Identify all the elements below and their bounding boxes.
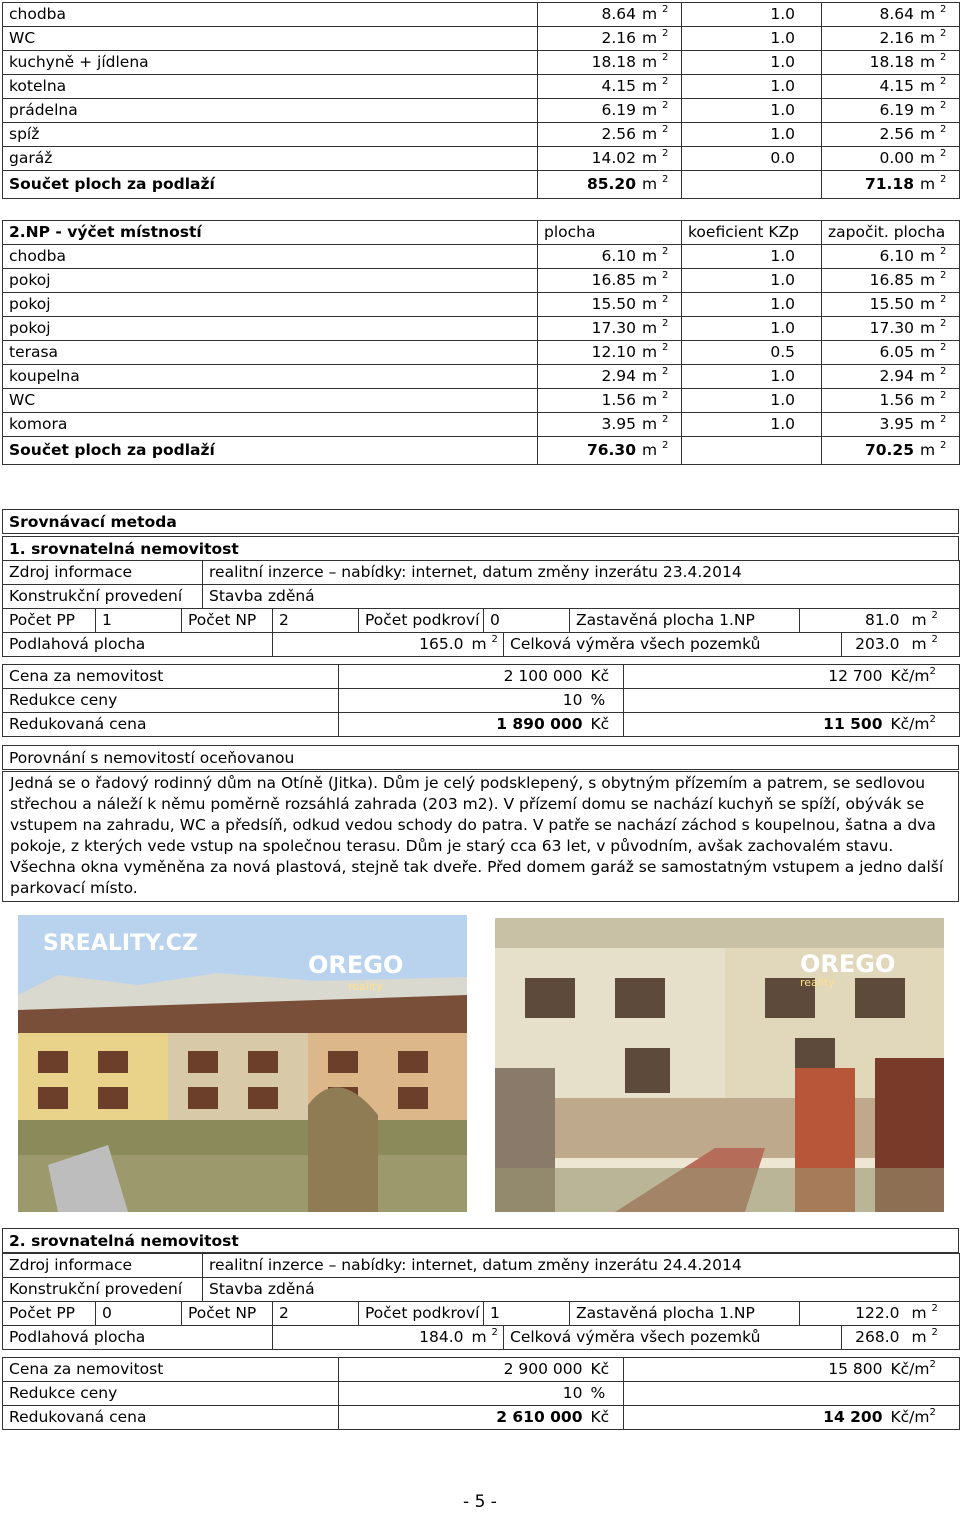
room-area-unit: m $^2$ xyxy=(642,342,669,361)
room-area: 1.56 xyxy=(601,391,636,409)
room-area-cell xyxy=(538,245,682,269)
price-m2-unit: $Kč/m^2$ xyxy=(889,665,960,689)
property1-photo-left xyxy=(18,915,467,1212)
room-area: 6.10 xyxy=(601,247,636,265)
room-area: 2.16 xyxy=(601,29,636,47)
reduced-unit: Kč xyxy=(589,713,624,737)
room-counted-unit: m $^2$ xyxy=(920,366,947,385)
room-counted-cell xyxy=(822,3,960,27)
property1-price xyxy=(2,664,960,737)
construction-value: Stavba zděná xyxy=(203,585,960,609)
room-name: kuchyně + jídlena xyxy=(3,51,538,75)
room-area-unit: m $^2$ xyxy=(642,124,669,143)
room-coef: 0.0 xyxy=(682,147,822,171)
sum-area-unit: m $^2$ xyxy=(642,174,669,193)
room-name: garáž xyxy=(3,147,538,171)
reduction-empty xyxy=(624,689,960,713)
sum-counted-unit: m $^2$ xyxy=(920,440,947,459)
sum-counted: 71.18 xyxy=(864,175,914,193)
attic-value: 1 xyxy=(484,1302,570,1326)
price-unit: Kč xyxy=(589,665,624,689)
price-unit: Kč xyxy=(589,1358,624,1382)
room-area-cell xyxy=(538,147,682,171)
property1-photo-right xyxy=(495,918,944,1212)
reduced-value: 1 890 000 xyxy=(339,713,589,737)
sum-label: Součet ploch za podlaží xyxy=(3,437,538,465)
price-m2-unit: $Kč/m^2$ xyxy=(889,1358,960,1382)
attic-label: Počet podkroví xyxy=(359,609,484,633)
room-counted-unit: m $^2$ xyxy=(920,52,947,71)
room-area: 3.95 xyxy=(601,415,636,433)
room-counted: 3.95 xyxy=(879,415,914,433)
room-area: 15.50 xyxy=(591,295,636,313)
land-value: 268.0 xyxy=(842,1326,906,1350)
table-row xyxy=(3,75,960,99)
table-row xyxy=(3,27,960,51)
property2-areas xyxy=(2,1325,960,1350)
room-counted-unit: m $^2$ xyxy=(920,100,947,119)
room-counted-unit: m $^2$ xyxy=(920,76,947,95)
room-area-unit: m $^2$ xyxy=(642,414,669,433)
room-name: pokoj xyxy=(3,269,538,293)
room-counted: 6.05 xyxy=(879,343,914,361)
header-counted: započit. plocha xyxy=(822,221,960,245)
sum-counted-unit: m $^2$ xyxy=(920,174,947,193)
svg-text:OREGO: OREGO xyxy=(308,951,404,979)
room-coef: 1.0 xyxy=(682,3,822,27)
room-coef: 1.0 xyxy=(682,27,822,51)
sum-coef-empty xyxy=(682,171,822,199)
room-name: WC xyxy=(3,389,538,413)
room-area: 16.85 xyxy=(591,271,636,289)
reduction-unit: % xyxy=(589,689,624,713)
room-counted-cell xyxy=(822,51,960,75)
room-counted: 1.56 xyxy=(879,391,914,409)
floor-area-unit: m $^2$ xyxy=(470,633,504,657)
room-counted-unit: m $^2$ xyxy=(920,4,947,23)
room-name: prádelna xyxy=(3,99,538,123)
table-row xyxy=(3,3,960,27)
room-coef: 1.0 xyxy=(682,269,822,293)
room-name: chodba xyxy=(3,3,538,27)
floor1-table xyxy=(2,2,960,199)
room-counted-unit: m $^2$ xyxy=(920,246,947,265)
room-counted-unit: m $^2$ xyxy=(920,294,947,313)
source-value: realitní inzerce – nabídky: internet, datum změny inzerátu 23.4.2014 xyxy=(203,561,960,585)
land-unit: m $^2$ xyxy=(906,633,960,657)
room-area: 8.64 xyxy=(601,5,636,23)
table-row xyxy=(3,317,960,341)
table-row xyxy=(3,413,960,437)
construction-label: Konstrukční provedení xyxy=(3,1278,203,1302)
reduction-empty xyxy=(624,1382,960,1406)
room-counted-cell xyxy=(822,365,960,389)
room-coef: 0.5 xyxy=(682,341,822,365)
attic-label: Počet podkroví xyxy=(359,1302,484,1326)
room-area-unit: m $^2$ xyxy=(642,390,669,409)
room-counted: 2.56 xyxy=(879,125,914,143)
price-value: 2 900 000 xyxy=(339,1358,589,1382)
reduction-label: Redukce ceny xyxy=(3,1382,339,1406)
attic-value: 0 xyxy=(484,609,570,633)
room-area: 6.19 xyxy=(601,101,636,119)
room-name: koupelna xyxy=(3,365,538,389)
header-area: plocha xyxy=(538,221,682,245)
property1-title: 1. srovnatelná nemovitost xyxy=(2,536,959,561)
price-label: Cena za nemovitost xyxy=(3,1358,339,1382)
room-area: 17.30 xyxy=(591,319,636,337)
floor-area-label: Podlahová plocha xyxy=(3,633,273,657)
room-area-unit: m $^2$ xyxy=(642,294,669,313)
property2-info xyxy=(2,1253,960,1302)
room-counted: 17.30 xyxy=(869,319,914,337)
room-coef: 1.0 xyxy=(682,51,822,75)
room-area: 4.15 xyxy=(601,77,636,95)
built-label: Zastavěná plocha 1.NP xyxy=(570,1302,800,1326)
reduced-unit: Kč xyxy=(589,1406,624,1430)
price-m2-value: 12 700 xyxy=(624,665,889,689)
table-row xyxy=(3,99,960,123)
floor-title: 2.NP - výčet místností xyxy=(3,221,538,245)
room-coef: 1.0 xyxy=(682,293,822,317)
reduction-value: 10 xyxy=(339,689,589,713)
room-counted-unit: m $^2$ xyxy=(920,342,947,361)
room-area-unit: m $^2$ xyxy=(642,52,669,71)
reduced-label: Redukovaná cena xyxy=(3,1406,339,1430)
sum-area: 76.30 xyxy=(586,441,636,459)
room-area-cell xyxy=(538,269,682,293)
room-counted-unit: m $^2$ xyxy=(920,390,947,409)
svg-text:OREGO: OREGO xyxy=(800,950,896,978)
svg-text:reality: reality xyxy=(348,980,383,993)
construction-value: Stavba zděná xyxy=(203,1278,960,1302)
room-counted: 4.15 xyxy=(879,77,914,95)
reduced-value: 2 610 000 xyxy=(339,1406,589,1430)
sum-area-cell xyxy=(538,171,682,199)
room-area-unit: m $^2$ xyxy=(642,318,669,337)
pp-label: Počet PP xyxy=(3,609,96,633)
room-counted-unit: m $^2$ xyxy=(920,318,947,337)
room-area-cell xyxy=(538,75,682,99)
room-counted-unit: m $^2$ xyxy=(920,414,947,433)
price-value: 2 100 000 xyxy=(339,665,589,689)
property1-areas xyxy=(2,632,960,657)
sum-area-unit: m $^2$ xyxy=(642,440,669,459)
room-area-cell xyxy=(538,3,682,27)
room-area: 18.18 xyxy=(591,53,636,71)
source-label: Zdroj informace xyxy=(3,561,203,585)
room-area-cell xyxy=(538,389,682,413)
price-label: Cena za nemovitost xyxy=(3,665,339,689)
room-coef: 1.0 xyxy=(682,317,822,341)
construction-label: Konstrukční provedení xyxy=(3,585,203,609)
room-coef: 1.0 xyxy=(682,389,822,413)
room-area-unit: m $^2$ xyxy=(642,148,669,167)
table-row xyxy=(3,147,960,171)
sum-area-cell xyxy=(538,437,682,465)
room-counted-unit: m $^2$ xyxy=(920,148,947,167)
np-value: 2 xyxy=(273,609,359,633)
table-header xyxy=(3,221,960,245)
room-counted: 2.16 xyxy=(879,29,914,47)
room-counted-cell xyxy=(822,123,960,147)
table-row xyxy=(3,245,960,269)
pp-value: 1 xyxy=(96,609,182,633)
room-counted-cell xyxy=(822,293,960,317)
room-counted: 6.19 xyxy=(879,101,914,119)
room-coef: 1.0 xyxy=(682,99,822,123)
room-name: komora xyxy=(3,413,538,437)
table-row xyxy=(3,269,960,293)
property1-counts xyxy=(2,608,960,633)
room-counted: 6.10 xyxy=(879,247,914,265)
room-counted: 16.85 xyxy=(869,271,914,289)
room-area-cell xyxy=(538,99,682,123)
room-counted: 0.00 xyxy=(879,149,914,167)
room-area-cell xyxy=(538,51,682,75)
room-area-unit: m $^2$ xyxy=(642,76,669,95)
sum-label: Součet ploch za podlaží xyxy=(3,171,538,199)
room-coef: 1.0 xyxy=(682,123,822,147)
table-row xyxy=(3,341,960,365)
built-label: Zastavěná plocha 1.NP xyxy=(570,609,800,633)
room-name: spíž xyxy=(3,123,538,147)
room-area-unit: m $^2$ xyxy=(642,4,669,23)
property2-counts xyxy=(2,1301,960,1326)
room-counted-cell xyxy=(822,269,960,293)
property1-description: Jedná se o řadový rodinný dům na Otíně (Jitka). Dům je celý podsklepený, s obytným přízemím a patrem, se sedlovou střechou a náleží k němu poměrně rozsáhlá zahrada (203 m2). V přízemí domu se nachází kuchyň se spíží, obývák se vstupem na zahradu, WC a předsíň, odkud vedou schody do patra. V patře se nachází záchod s koupelnou, šatna a dva pokoje, z kterých vede vstup na společnou terasu. Dům je starý cca 63 let, v původním, avšak zachovalém stavu. Všechna okna vyměněna za nová plastová, stejně tak dveře. Před domem garáž se samostatným vstupem a jedno další parkovací místo. xyxy=(2,771,959,902)
property1-info xyxy=(2,560,960,609)
reduced-label: Redukovaná cena xyxy=(3,713,339,737)
header-coef: koeficient KZp xyxy=(682,221,822,245)
room-coef: 1.0 xyxy=(682,413,822,437)
room-coef: 1.0 xyxy=(682,245,822,269)
room-counted-cell xyxy=(822,389,960,413)
room-counted-unit: m $^2$ xyxy=(920,270,947,289)
svg-text:SREALITY.CZ: SREALITY.CZ xyxy=(43,931,198,956)
source-value: realitní inzerce – nabídky: internet, datum změny inzerátu 24.4.2014 xyxy=(203,1254,960,1278)
method-title: Srovnávací metoda xyxy=(2,509,959,534)
room-area-cell xyxy=(538,365,682,389)
house-row-illustration xyxy=(18,915,467,1212)
table-row xyxy=(3,365,960,389)
room-area-cell xyxy=(538,293,682,317)
house-facade-illustration xyxy=(495,918,944,1212)
room-counted-cell xyxy=(822,99,960,123)
property2-price xyxy=(2,1357,960,1430)
comparison-label: Porovnání s nemovitostí oceňovanou xyxy=(2,745,959,770)
room-counted: 2.94 xyxy=(879,367,914,385)
np-label: Počet NP xyxy=(182,1302,273,1326)
floor2-table xyxy=(2,220,960,465)
room-area-unit: m $^2$ xyxy=(642,246,669,265)
room-name: pokoj xyxy=(3,317,538,341)
room-area: 2.56 xyxy=(601,125,636,143)
reduction-unit: % xyxy=(589,1382,624,1406)
built-unit: m $^2$ xyxy=(906,1302,960,1326)
room-area-cell xyxy=(538,123,682,147)
built-value: 122.0 xyxy=(800,1302,906,1326)
sum-counted: 70.25 xyxy=(864,441,914,459)
room-counted-unit: m $^2$ xyxy=(920,28,947,47)
room-area: 12.10 xyxy=(591,343,636,361)
reduced-m2-unit: $Kč/m^2$ xyxy=(889,713,960,737)
pp-label: Počet PP xyxy=(3,1302,96,1326)
room-area: 14.02 xyxy=(591,149,636,167)
sum-counted-cell xyxy=(822,437,960,465)
land-label: Celková výměra všech pozemků xyxy=(504,1326,842,1350)
room-area-cell xyxy=(538,341,682,365)
sum-area: 85.20 xyxy=(586,175,636,193)
land-label: Celková výměra všech pozemků xyxy=(504,633,842,657)
floor-area-value: 165.0 xyxy=(273,633,470,657)
room-counted-cell xyxy=(822,245,960,269)
room-name: WC xyxy=(3,27,538,51)
source-label: Zdroj informace xyxy=(3,1254,203,1278)
land-unit: m $^2$ xyxy=(906,1326,960,1350)
table-row xyxy=(3,293,960,317)
price-m2-value: 15 800 xyxy=(624,1358,889,1382)
reduced-m2-unit: $Kč/m^2$ xyxy=(889,1406,960,1430)
room-area-cell xyxy=(538,27,682,51)
room-counted-cell xyxy=(822,27,960,51)
sum-counted-cell xyxy=(822,171,960,199)
built-value: 81.0 xyxy=(800,609,906,633)
page-number: - 5 - xyxy=(463,1492,497,1512)
floor-area-value: 184.0 xyxy=(273,1326,470,1350)
np-label: Počet NP xyxy=(182,609,273,633)
room-area-cell xyxy=(538,413,682,437)
room-name: kotelna xyxy=(3,75,538,99)
room-name: pokoj xyxy=(3,293,538,317)
sum-row xyxy=(3,171,960,199)
room-area-unit: m $^2$ xyxy=(642,366,669,385)
room-area-cell xyxy=(538,317,682,341)
sum-coef-empty xyxy=(682,437,822,465)
property2-title: 2. srovnatelná nemovitost xyxy=(2,1228,959,1253)
table-row xyxy=(3,123,960,147)
room-area: 2.94 xyxy=(601,367,636,385)
room-counted: 8.64 xyxy=(879,5,914,23)
table-row xyxy=(3,389,960,413)
room-name: chodba xyxy=(3,245,538,269)
table-row xyxy=(3,51,960,75)
reduction-label: Redukce ceny xyxy=(3,689,339,713)
room-area-unit: m $^2$ xyxy=(642,100,669,119)
pp-value: 0 xyxy=(96,1302,182,1326)
room-counted-cell xyxy=(822,147,960,171)
np-value: 2 xyxy=(273,1302,359,1326)
room-counted-cell xyxy=(822,75,960,99)
reduced-m2-value: 11 500 xyxy=(624,713,889,737)
floor-area-label: Podlahová plocha xyxy=(3,1326,273,1350)
room-counted-cell xyxy=(822,413,960,437)
room-counted-cell xyxy=(822,317,960,341)
reduction-value: 10 xyxy=(339,1382,589,1406)
built-unit: m $^2$ xyxy=(906,609,960,633)
reduced-m2-value: 14 200 xyxy=(624,1406,889,1430)
svg-text:reality: reality xyxy=(800,976,835,989)
room-coef: 1.0 xyxy=(682,75,822,99)
room-name: terasa xyxy=(3,341,538,365)
land-value: 203.0 xyxy=(842,633,906,657)
room-counted: 15.50 xyxy=(869,295,914,313)
floor-area-unit: m $^2$ xyxy=(470,1326,504,1350)
room-area-unit: m $^2$ xyxy=(642,270,669,289)
room-coef: 1.0 xyxy=(682,365,822,389)
room-counted-cell xyxy=(822,341,960,365)
sum-row xyxy=(3,437,960,465)
room-counted: 18.18 xyxy=(869,53,914,71)
room-area-unit: m $^2$ xyxy=(642,28,669,47)
room-counted-unit: m $^2$ xyxy=(920,124,947,143)
